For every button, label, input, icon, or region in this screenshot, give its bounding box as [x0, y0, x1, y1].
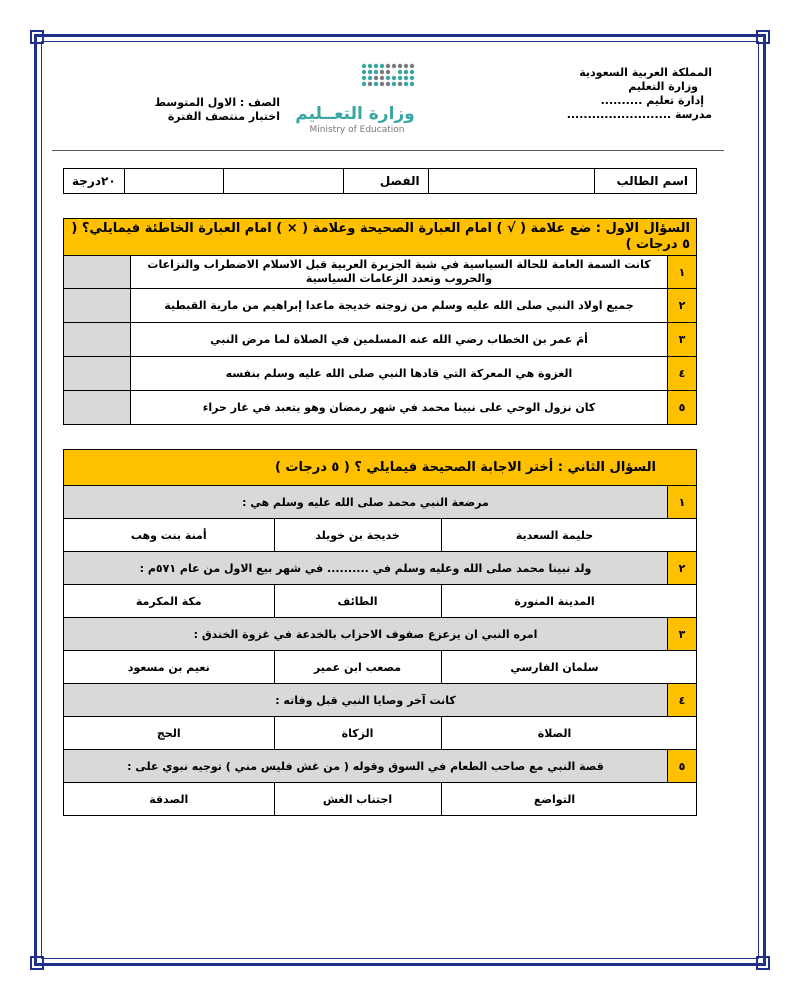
logo-arabic-text: وزارة التعــليم — [295, 104, 415, 124]
header-right — [512, 66, 712, 122]
answer-box[interactable] — [64, 323, 131, 357]
item-number: ٤ — [668, 684, 697, 717]
options-row — [64, 519, 697, 552]
question-text: مرضعة النبي محمد صلى الله عليه وسلم هي : — [64, 486, 668, 519]
table-row — [64, 750, 697, 783]
question-text: كانت آخر وصايا النبي قبل وفاته : — [64, 684, 668, 717]
statement-text: كانت السمة العامة للحالة السياسية في شبة الجزيرة العربية قبل الاسلام الاضطراب والنزاعات والحروب وتعدد الزعامات السياسية — [131, 256, 668, 289]
options-row — [64, 717, 697, 750]
answer-box[interactable] — [64, 256, 131, 289]
header-left — [100, 96, 280, 124]
option[interactable]: سلمان الفارسي — [441, 651, 668, 684]
statement-text: الغزوة هي المعركة التي قادها النبي صلى الله عليه وسلم بنفسه — [131, 357, 668, 391]
corner-ornament — [756, 30, 770, 44]
student-name-label: اسم الطالب — [595, 169, 697, 194]
class-field[interactable] — [223, 169, 343, 194]
logo-english-text: Ministry of Education — [309, 125, 405, 135]
answer-box[interactable] — [64, 357, 131, 391]
header-kingdom: المملكة العربية السعودية — [579, 66, 712, 79]
table-row — [64, 391, 697, 425]
option[interactable]: حليمة السعدية — [441, 519, 668, 552]
corner-ornament — [30, 956, 44, 970]
item-number: ١ — [668, 256, 697, 289]
options-row — [64, 783, 697, 816]
total-grade-label: ٢٠درجة — [64, 169, 125, 194]
question-text: ولد نبينا محمد صلى الله وعليه وسلم في .......... في شهر بيع الاول من عام ٥٧١م : — [64, 552, 668, 585]
question-text: امره النبي ان يزعزع صفوف الاحزاب بالخدعة في غزوة الخندق : — [64, 618, 668, 651]
option[interactable]: الزكاة — [274, 717, 441, 750]
item-number: ٤ — [668, 357, 697, 391]
option[interactable]: الصدقة — [64, 783, 275, 816]
option[interactable]: المدينة المنورة — [441, 585, 668, 618]
answer-box[interactable] — [64, 289, 131, 323]
corner-ornament — [756, 956, 770, 970]
option[interactable]: أمنة بنت وهب — [64, 519, 275, 552]
table-row — [64, 289, 697, 323]
header-ministry: وزارة التعليم — [628, 80, 698, 93]
question-one-title: السؤال الاول : ضع علامة ( √ ) امام العبارة الصحيحة وعلامة ( × ) امام العبارة الخاطئة فيمايلي؟ ( ٥ درجات ) — [64, 219, 697, 256]
header-grade: الصف : الاول المتوسط — [154, 96, 280, 109]
options-row — [64, 651, 697, 684]
table-row — [64, 552, 697, 585]
option[interactable]: الصلاة — [441, 717, 668, 750]
option[interactable]: الطائف — [274, 585, 441, 618]
score-field[interactable] — [124, 169, 223, 194]
table-row — [64, 323, 697, 357]
table-row — [64, 618, 697, 651]
option[interactable]: نعيم بن مسعود — [64, 651, 275, 684]
table-row — [64, 486, 697, 519]
student-info-table — [63, 168, 697, 194]
question-two-title: السؤال الثاني : أختر الاجابة الصحيحة فيمايلي ؟ ( ٥ درجات ) — [64, 450, 697, 486]
statement-text: أمَ عمر بن الخطاب رضي الله عنه المسلمين في الصلاة لما مرض النبي — [131, 323, 668, 357]
answer-box[interactable] — [64, 391, 131, 425]
corner-ornament — [30, 30, 44, 44]
question-one-table — [63, 218, 697, 425]
options-row — [64, 585, 697, 618]
table-row — [64, 256, 697, 289]
option[interactable]: مصعب ابن عمير — [274, 651, 441, 684]
option[interactable]: خديجة بن خويلد — [274, 519, 441, 552]
header-divider — [52, 150, 724, 151]
option[interactable]: الحج — [64, 717, 275, 750]
header-exam-type: اختبار منتصف الفترة — [167, 110, 280, 123]
item-number: ٣ — [668, 323, 697, 357]
item-number: ٢ — [668, 289, 697, 323]
header-admin: إدارة تعليم .......... — [600, 94, 704, 107]
statement-text: كان نزول الوحي على نبينا محمد في شهر رمضان وهو يتعبد في غار حراء — [131, 391, 668, 425]
table-row — [64, 357, 697, 391]
statement-text: جميع اولاد النبي صلى الله عليه وسلم من زوجته خديجة ماعدا إبراهيم من مارية القبطية — [131, 289, 668, 323]
option[interactable]: التواضع — [441, 783, 668, 816]
student-name-field[interactable] — [428, 169, 594, 194]
item-number: ٥ — [668, 391, 697, 425]
question-two-table — [63, 449, 697, 816]
class-label: الفصل — [343, 169, 428, 194]
question-text: قصة النبي مع صاحب الطعام في السوق وقوله ( من غش فليس مني ) توجيه نبوي على : — [64, 750, 668, 783]
table-row — [64, 684, 697, 717]
item-number: ١ — [668, 486, 697, 519]
item-number: ٢ — [668, 552, 697, 585]
option[interactable]: اجتناب الغش — [274, 783, 441, 816]
item-number: ٥ — [668, 750, 697, 783]
item-number: ٣ — [668, 618, 697, 651]
option[interactable]: مكة المكرمة — [64, 585, 275, 618]
header-school: مدرسة ......................... — [566, 108, 712, 121]
